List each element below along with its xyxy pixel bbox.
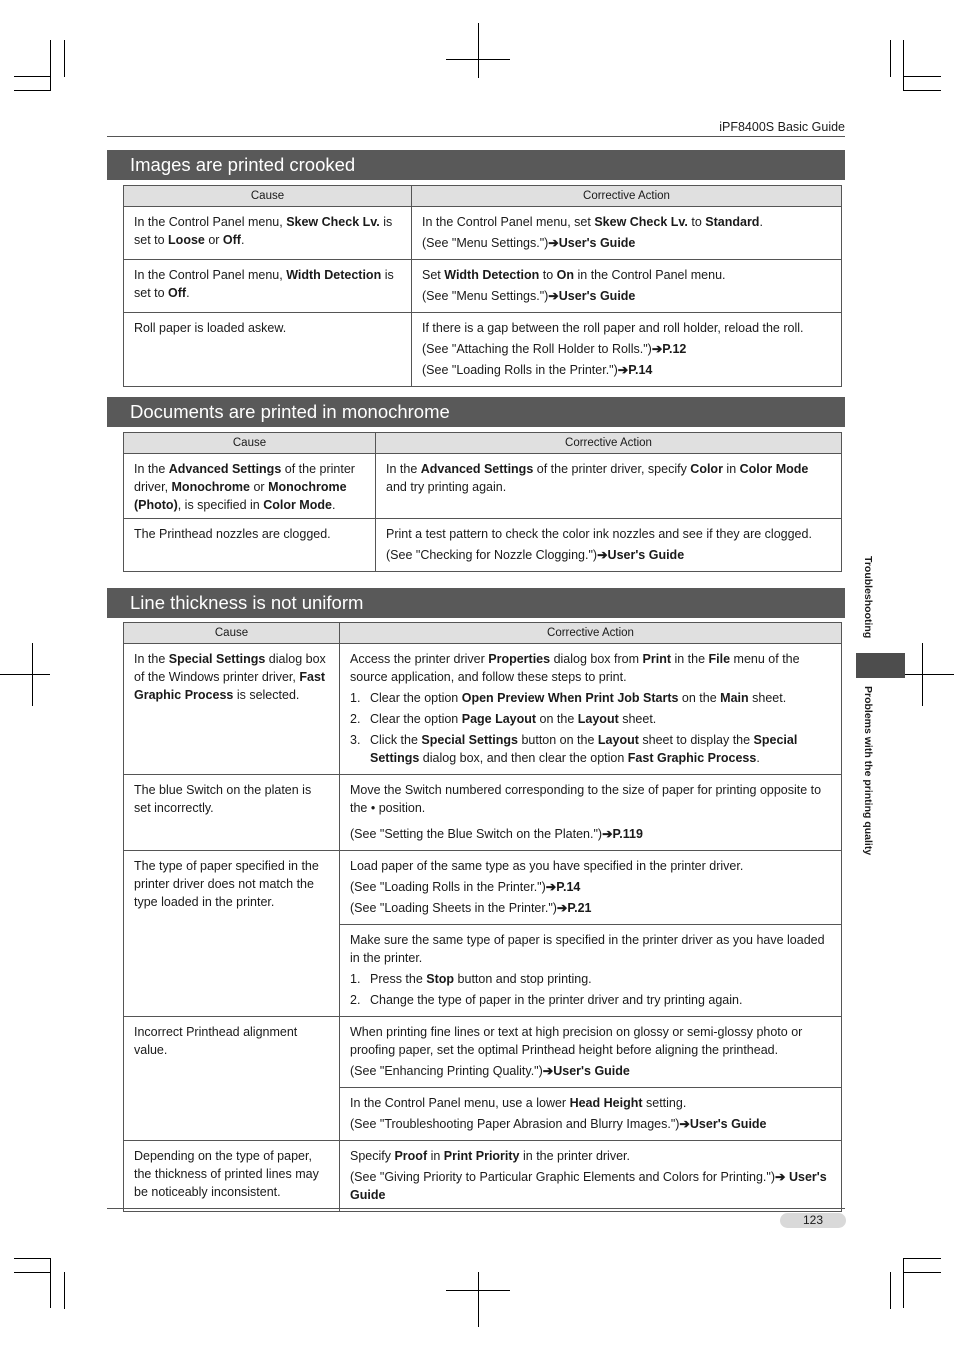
text-run: Roll paper is loaded askew.: [134, 321, 287, 335]
text-run: of the printer driver, specify: [533, 462, 691, 476]
table-header-row: [124, 186, 842, 207]
bold-text: Off: [222, 233, 241, 247]
table-row: [124, 1017, 842, 1088]
bold-text: ➔User's Guide: [548, 236, 636, 250]
action-line: [350, 899, 832, 917]
cause-cell: [124, 454, 376, 519]
side-topic-label: Problems with the printing quality: [862, 686, 874, 856]
action-line: [350, 781, 832, 817]
table-header-row: [124, 623, 842, 644]
step-number: 1.: [350, 691, 361, 705]
action-line: [350, 1094, 832, 1112]
text-run: Change the type of paper in the printer driver and try printing again.: [370, 993, 743, 1007]
bold-text: File: [708, 652, 731, 666]
action-line: [422, 266, 832, 284]
table-row: [124, 207, 842, 260]
action-cell: [412, 207, 842, 260]
section-title: Line thickness is not uniform: [107, 588, 845, 618]
text-run: to: [539, 268, 557, 282]
bold-text: Skew Check Lv.: [594, 215, 688, 229]
table-row: [124, 644, 842, 775]
step-number: 2.: [350, 712, 361, 726]
text-run: Make sure the same type of paper is specified in the printer driver as you have loaded in the printer.: [350, 933, 825, 965]
bold-text: Special Settings: [168, 652, 266, 666]
bold-text: Off: [168, 286, 187, 300]
text-run: (See "Troubleshooting Paper Abrasion and Blurry Images."): [350, 1117, 680, 1131]
text-run: Press the: [370, 972, 427, 986]
step-item: [350, 689, 832, 707]
table-row: [124, 313, 842, 387]
bold-text: Special Settings: [370, 733, 798, 765]
action-line: [350, 931, 832, 967]
action-cell: [340, 644, 842, 775]
text-run: menu of the source application, and follow these steps to print.: [350, 652, 800, 684]
text-run: setting.: [642, 1096, 687, 1110]
column-header-action: Corrective Action: [412, 186, 842, 207]
bold-text: ➔P.14: [545, 880, 581, 894]
action-line: [422, 319, 832, 337]
bold-text: ➔User's Guide: [542, 1064, 630, 1078]
text-run: If there is a gap between the roll paper and roll holder, reload the roll.: [422, 321, 804, 335]
action-line: [386, 460, 832, 496]
action-line: [422, 213, 832, 231]
action-line: [422, 234, 832, 252]
text-run: The blue Switch on the platen is set incorrectly.: [134, 783, 312, 815]
bold-text: Width Detection: [444, 268, 540, 282]
action-line: [350, 825, 832, 843]
table-row: [124, 851, 842, 925]
action-line: [350, 1168, 832, 1204]
text-run: is set to: [134, 268, 394, 300]
text-run: (See "Giving Priority to Particular Graphic Elements and Colors for Printing."): [350, 1170, 776, 1184]
text-run: When printing fine lines or text at high precision on glossy or semi-glossy photo or proofing paper, set the optimal Printhead height before aligning the printhead.: [350, 1025, 803, 1057]
text-run: dialog box from: [550, 652, 643, 666]
text-run: in: [722, 462, 740, 476]
table-row: [124, 260, 842, 313]
text-run: Clear the option: [370, 691, 462, 705]
action-cell: [376, 519, 842, 572]
action-line: [350, 1023, 832, 1059]
bold-text: Advanced Settings: [420, 462, 534, 476]
action-line: [350, 1115, 832, 1133]
text-run: sheet.: [748, 691, 787, 705]
bold-text: Color: [690, 462, 723, 476]
cause-cell: [124, 207, 412, 260]
bold-text: Advanced Settings: [168, 462, 282, 476]
text-run: is set to: [134, 215, 393, 247]
bold-text: Stop: [426, 972, 455, 986]
page-number: 123: [780, 1213, 846, 1228]
bold-text: Proof: [394, 1149, 428, 1163]
text-run: •: [370, 801, 376, 815]
text-run: Set: [422, 268, 445, 282]
action-cell: [340, 851, 842, 925]
section-title: Images are printed crooked: [107, 150, 845, 180]
text-run: (See "Loading Sheets in the Printer."): [350, 901, 557, 915]
action-cell: [340, 775, 842, 851]
action-line: [386, 525, 832, 543]
text-run: The type of paper specified in the printer driver does not match the type loaded in the printer.: [134, 859, 319, 909]
text-run: Incorrect Printhead alignment value.: [134, 1025, 298, 1057]
cause-cell: [124, 1017, 340, 1141]
text-run: .: [186, 286, 190, 300]
text-run: sheet to display the: [638, 733, 754, 747]
text-run: position.: [375, 801, 426, 815]
text-run: on the: [536, 712, 578, 726]
bold-text: Layout: [597, 733, 639, 747]
text-run: , is specified in: [177, 498, 264, 512]
bold-text: ➔User's Guide: [597, 548, 685, 562]
text-run: sheet.: [618, 712, 657, 726]
bold-text: Page Layout: [461, 712, 537, 726]
action-line: [350, 1147, 832, 1165]
bold-text: Print: [642, 652, 671, 666]
text-run: is selected.: [233, 688, 300, 702]
column-header-cause: Cause: [124, 433, 376, 454]
step-number: 3.: [350, 733, 361, 747]
text-run: Access the printer driver: [350, 652, 489, 666]
text-run: (See "Enhancing Printing Quality."): [350, 1064, 543, 1078]
text-run: (See "Attaching the Roll Holder to Rolls."): [422, 342, 652, 356]
action-cell: [340, 1088, 842, 1141]
step-number: 1.: [350, 972, 361, 986]
text-run: button and stop printing.: [454, 972, 592, 986]
action-cell: [412, 313, 842, 387]
footer-rule: [107, 1208, 845, 1209]
text-run: in the printer driver.: [519, 1149, 630, 1163]
text-run: .: [756, 751, 760, 765]
steps-list: [350, 970, 832, 1009]
bold-text: Properties: [488, 652, 551, 666]
cause-cell: [124, 775, 340, 851]
text-run: and try printing again.: [386, 480, 507, 494]
bold-text: ➔P.21: [556, 901, 592, 915]
bold-text: Open Preview When Print Job Starts: [461, 691, 679, 705]
bold-text: ➔User's Guide: [679, 1117, 767, 1131]
text-run: in the: [671, 652, 709, 666]
action-cell: [340, 1141, 842, 1212]
table-header-row: [124, 433, 842, 454]
step-number: 2.: [350, 993, 361, 1007]
header-rule: [107, 136, 845, 137]
action-line: [350, 878, 832, 896]
action-line: [422, 361, 832, 379]
bold-text: ➔P.119: [602, 827, 643, 841]
cause-cell: [124, 851, 340, 1017]
action-cell: [412, 260, 842, 313]
action-line: [350, 650, 832, 686]
bold-text: Width Detection: [286, 268, 382, 282]
cause-cell: [124, 260, 412, 313]
text-run: In the: [134, 462, 169, 476]
bold-text: Main: [720, 691, 749, 705]
column-header-cause: Cause: [124, 623, 340, 644]
bold-text: Standard: [705, 215, 760, 229]
text-run: .: [759, 215, 763, 229]
section-title: Documents are printed in monochrome: [107, 397, 845, 427]
step-item: [350, 731, 832, 767]
steps-list: [350, 689, 832, 767]
troubleshooting-table: [123, 432, 842, 572]
cause-cell: [124, 519, 376, 572]
text-run: Click the: [370, 733, 422, 747]
cause-cell: [124, 1141, 340, 1212]
text-run: of the printer driver,: [134, 462, 355, 494]
side-chapter-label: Troubleshooting: [862, 556, 874, 639]
bold-text: Head Height: [569, 1096, 643, 1110]
step-item: [350, 970, 832, 988]
bold-text: Special Settings: [421, 733, 518, 747]
action-cell: [340, 925, 842, 1017]
bold-text: Skew Check Lv.: [286, 215, 380, 229]
text-run: In the: [386, 462, 421, 476]
cause-cell: [124, 313, 412, 387]
bold-text: Loose: [168, 233, 205, 247]
bold-text: Fast Graphic Process: [134, 670, 326, 702]
bold-text: Layout: [577, 712, 619, 726]
text-run: dialog box, and then clear the option: [419, 751, 628, 765]
bold-text: Fast Graphic Process: [627, 751, 757, 765]
text-run: In the Control Panel menu,: [134, 268, 287, 282]
text-run: dialog box of the Windows printer driver,: [134, 652, 326, 684]
text-run: In the Control Panel menu,: [134, 215, 287, 229]
text-run: Print a test pattern to check the color ink nozzles and see if they are clogged.: [386, 527, 812, 541]
text-run: Load paper of the same type as you have specified in the printer driver.: [350, 859, 744, 873]
text-run: (See "Checking for Nozzle Clogging."): [386, 548, 598, 562]
bold-text: Color Mode: [739, 462, 809, 476]
action-line: [386, 546, 832, 564]
bold-text: Monochrome (Photo): [134, 480, 347, 512]
text-run: or: [250, 480, 269, 494]
column-header-cause: Cause: [124, 186, 412, 207]
bold-text: ➔P.14: [617, 363, 653, 377]
action-line: [350, 857, 832, 875]
bold-text: On: [556, 268, 575, 282]
text-run: in the Control Panel menu.: [574, 268, 726, 282]
text-run: In the: [134, 652, 169, 666]
table-row: [124, 454, 842, 519]
action-cell: [340, 1017, 842, 1088]
cause-cell: [124, 644, 340, 775]
text-run: (See "Loading Rolls in the Printer."): [350, 880, 546, 894]
bold-text: Print Priority: [443, 1149, 520, 1163]
text-run: (See "Menu Settings."): [422, 289, 549, 303]
troubleshooting-table: [123, 185, 842, 387]
troubleshooting-table: [123, 622, 842, 1212]
side-tab-marker: [856, 653, 905, 678]
step-item: [350, 710, 832, 728]
action-line: [422, 287, 832, 305]
bold-text: ➔ User's Guide: [350, 1170, 827, 1202]
bold-text: ➔P.12: [651, 342, 687, 356]
bold-text: Color Mode: [263, 498, 332, 512]
text-run: (See "Loading Rolls in the Printer."): [422, 363, 618, 377]
column-header-action: Corrective Action: [376, 433, 842, 454]
guide-title: iPF8400S Basic Guide: [719, 120, 845, 134]
table-row: [124, 775, 842, 851]
text-run: Move the Switch numbered corresponding to the size of paper for printing opposite to the: [350, 783, 822, 815]
text-run: .: [240, 233, 245, 247]
table-row: [124, 1141, 842, 1212]
text-run: on the: [678, 691, 721, 705]
action-line: [422, 340, 832, 358]
text-run: or: [204, 233, 223, 247]
action-line: [350, 1062, 832, 1080]
action-cell: [376, 454, 842, 519]
bold-text: ➔User's Guide: [548, 289, 636, 303]
text-run: button on the: [517, 733, 598, 747]
table-row: [124, 519, 842, 572]
text-run: .: [331, 498, 336, 512]
text-run: In the Control Panel menu, use a lower: [350, 1096, 570, 1110]
text-run: to: [687, 215, 706, 229]
text-run: in: [427, 1149, 444, 1163]
text-run: In the Control Panel menu, set: [422, 215, 595, 229]
text-run: (See "Setting the Blue Switch on the Platen."): [350, 827, 603, 841]
text-run: (See "Menu Settings."): [422, 236, 549, 250]
column-header-action: Corrective Action: [340, 623, 842, 644]
text-run: The Printhead nozzles are clogged.: [134, 527, 331, 541]
text-run: Depending on the type of paper, the thickness of printed lines may be noticeably inconsistent.: [134, 1149, 319, 1199]
text-run: Clear the option: [370, 712, 462, 726]
bold-text: Monochrome: [171, 480, 250, 494]
step-item: [350, 991, 832, 1009]
text-run: Specify: [350, 1149, 395, 1163]
